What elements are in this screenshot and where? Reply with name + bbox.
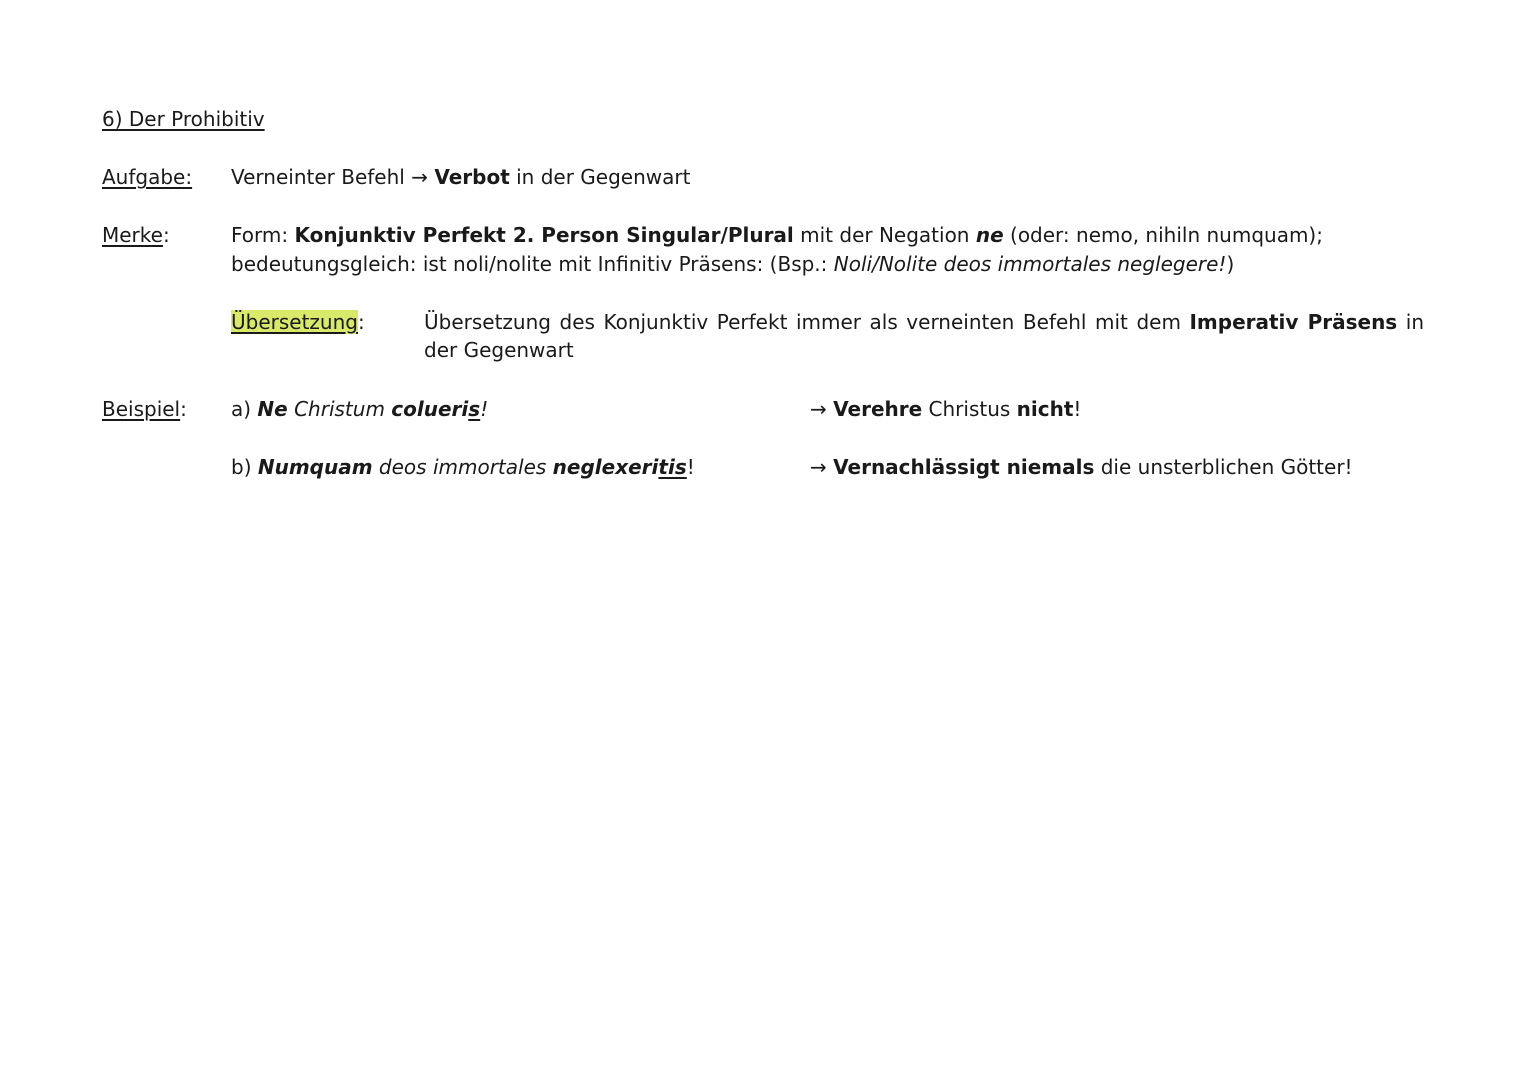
merke-line-2: bedeutungsgleich: ist noli/nolite mit Infinitiv Präsens: (Bsp.: Noli/Nolite deos immortales neglegere!) <box>231 252 1235 276</box>
example-b-translation: → Vernachlässigt niemals die unsterblichen Götter! <box>810 455 1353 479</box>
arrow-icon: → <box>810 455 834 479</box>
example-a-translation: → Verehre Christus nicht! <box>810 397 1082 421</box>
example-b-latin: b) Numquam deos immortales neglexeritis! <box>231 455 695 479</box>
uebersetzung-label: Übersetzung: <box>231 310 365 334</box>
section-heading: 6) Der Prohibitiv <box>102 107 265 131</box>
merke-label: Merke: <box>102 223 170 247</box>
uebersetzung-text: Übersetzung des Konjunktiv Perfekt immer als verneinten Befehl mit dem Imperativ Präsens in der Gegenwart <box>424 310 1424 362</box>
example-a-latin: a) Ne Christum colueris! <box>231 397 489 421</box>
arrow-icon: → <box>810 397 834 421</box>
aufgabe-text: Verneinter Befehl → Verbot in der Gegenwart <box>231 165 691 189</box>
beispiel-label: Beispiel: <box>102 397 187 421</box>
merke-line-1: Form: Konjunktiv Perfekt 2. Person Singular/Plural mit der Negation ne (oder: nemo, nihiln numquam); <box>231 223 1323 247</box>
aufgabe-label: Aufgabe: <box>102 165 193 189</box>
